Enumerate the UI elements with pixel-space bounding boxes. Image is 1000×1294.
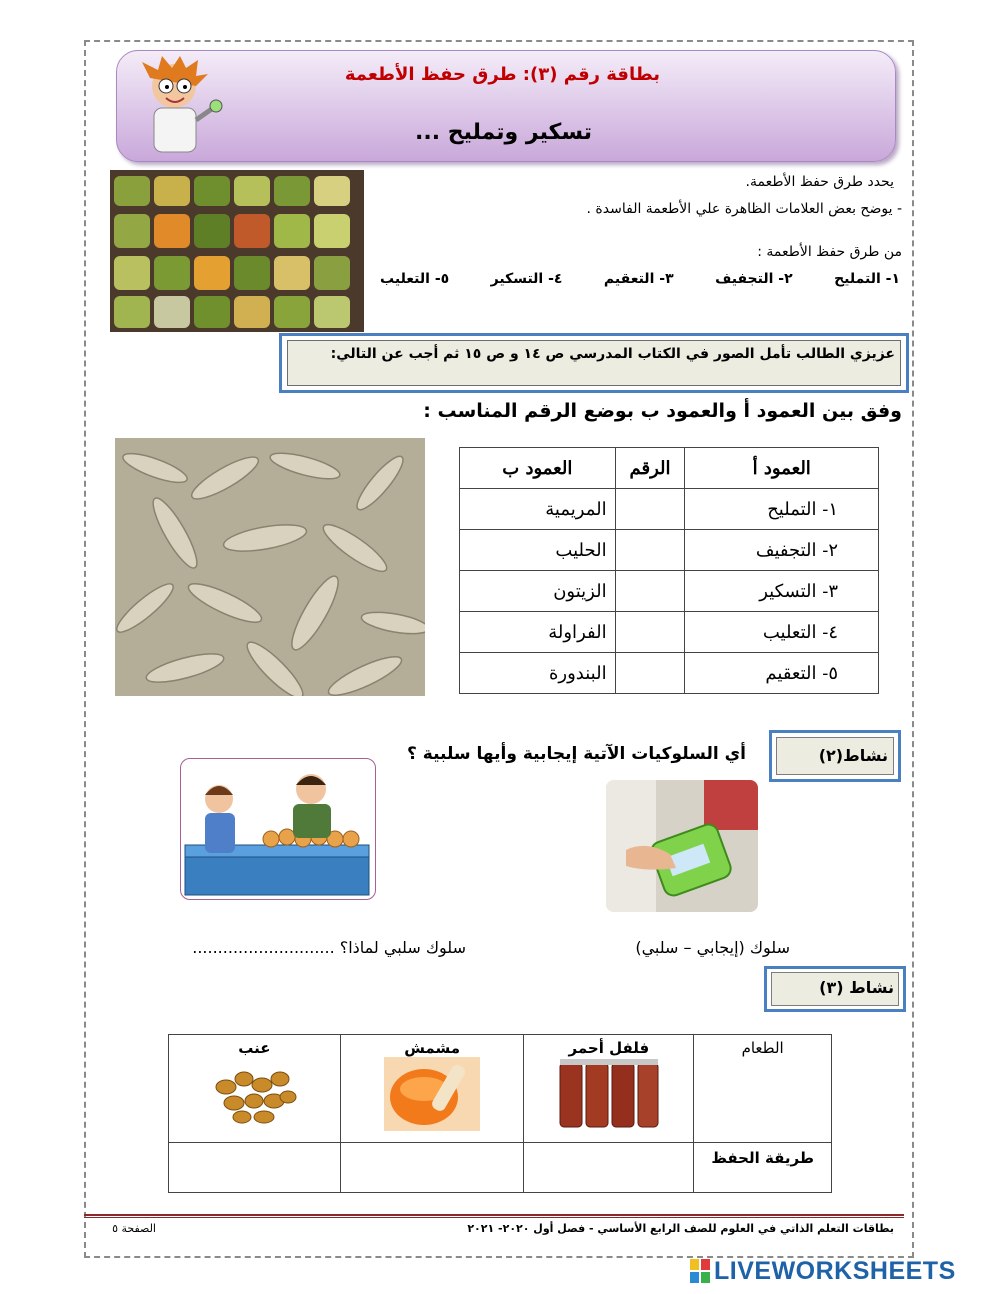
food-preservation-table [168, 1034, 832, 1193]
scientist-cartoon-icon [128, 56, 224, 160]
method-row-label: طريقة الحفظ [694, 1143, 832, 1193]
behavior-answer-left[interactable]: سلوك سلبي لماذا؟ ............................ [192, 938, 466, 957]
number-answer-cell[interactable] [615, 571, 685, 612]
footer-text: بطاقات التعلم الذاتي في العلوم للصف الرابع الأساسي - فصل أول ٢٠٢٠- ٢٠٢١ [467, 1222, 894, 1235]
liveworksheets-icon [690, 1259, 710, 1283]
method-answer-cell[interactable] [340, 1143, 524, 1193]
watermark-text: LIVEWORKSHEETS [714, 1256, 956, 1285]
header-num: الرقم [615, 448, 685, 489]
method-item: ٣- التعقيم [603, 271, 674, 287]
table-row [460, 489, 879, 530]
col-b-cell: الزيتون [460, 571, 616, 612]
table-row [460, 530, 879, 571]
food-row-label: الطعام [694, 1035, 832, 1143]
card-title: بطاقة رقم (٣): طرق حفظ الأطعمة [344, 64, 660, 85]
activity2-question: أي السلوكيات الآتية إيجابية وأيها سلبية ؟ [406, 744, 746, 764]
raisins-image [206, 1057, 302, 1131]
method-item: ٥- التعليب [380, 271, 450, 287]
methods-list [380, 271, 900, 287]
col-a-cell: ٢- التجفيف [685, 530, 879, 571]
behavior-answer-right[interactable]: سلوك (إيجابي – سلبي) [635, 938, 790, 957]
objective-2: - يوضح بعض العلامات الظاهرة علي الأطعمة الفاسدة . [586, 201, 902, 217]
pickle-jars-photo [110, 170, 364, 332]
red-pepper-jars-image [556, 1057, 662, 1131]
activity2-label: نشاط(٢) [818, 746, 888, 765]
method-answer-cell[interactable] [169, 1143, 341, 1193]
col-a-cell: ٣- التسكير [685, 571, 879, 612]
header-col-b: العمود ب [460, 448, 616, 489]
number-answer-cell[interactable] [615, 612, 685, 653]
col-a-cell: ٥- التعقيم [685, 653, 879, 694]
col-b-cell: الفراولة [460, 612, 616, 653]
number-answer-cell[interactable] [615, 530, 685, 571]
col-b-cell: البندورة [460, 653, 616, 694]
food-name: مشمش [404, 1039, 461, 1057]
table-row [169, 1035, 832, 1143]
method-item: ٢- التجفيف [715, 271, 793, 287]
col-a-cell: ١- التمليح [685, 489, 879, 530]
food-cell-pepper [524, 1035, 694, 1143]
number-answer-cell[interactable] [615, 653, 685, 694]
page-number: الصفحة ٥ [112, 1222, 156, 1235]
dried-sage-photo [115, 438, 425, 696]
col-a-cell: ٤- التعليب [685, 612, 879, 653]
matching-table [459, 447, 879, 694]
number-answer-cell[interactable] [615, 489, 685, 530]
food-name: فلفل أحمر [568, 1039, 650, 1057]
header-col-a: العمود أ [685, 448, 879, 489]
table-row [460, 571, 879, 612]
table-header-row [460, 448, 879, 489]
instruction-text: عزيزي الطالب تأمل الصور في الكتاب المدرسي ص ١٤ و ص ١٥ ثم أجب عن التالي: [330, 346, 895, 362]
col-b-cell: المريمية [460, 489, 616, 530]
table-row [460, 653, 879, 694]
apricot-jam-image [384, 1057, 480, 1131]
method-answer-cell[interactable] [524, 1143, 694, 1193]
table-row [169, 1143, 832, 1193]
matching-title: وفق بين العمود أ والعمود ب بوضع الرقم المناسب : [423, 400, 902, 422]
liveworksheets-logo [690, 1256, 990, 1286]
activity3-label: نشاط (٣) [819, 978, 894, 997]
supermarket-package-photo [606, 780, 758, 912]
footer-divider [84, 1214, 904, 1218]
food-name: عنب [238, 1039, 271, 1057]
col-b-cell: الحليب [460, 530, 616, 571]
methods-intro: من طرق حفظ الأطعمة : [757, 244, 902, 260]
kiosk-cartoon-image [180, 758, 376, 900]
card-subtitle: تسكير وتمليح ... [415, 120, 592, 145]
food-cell-apricot [340, 1035, 524, 1143]
method-item: ٤- التسكير [490, 271, 563, 287]
food-cell-grapes [169, 1035, 341, 1143]
objective-1: يحدد طرق حفظ الأطعمة. [745, 174, 894, 190]
table-row [460, 612, 879, 653]
method-item: ١- التمليح [834, 271, 900, 287]
